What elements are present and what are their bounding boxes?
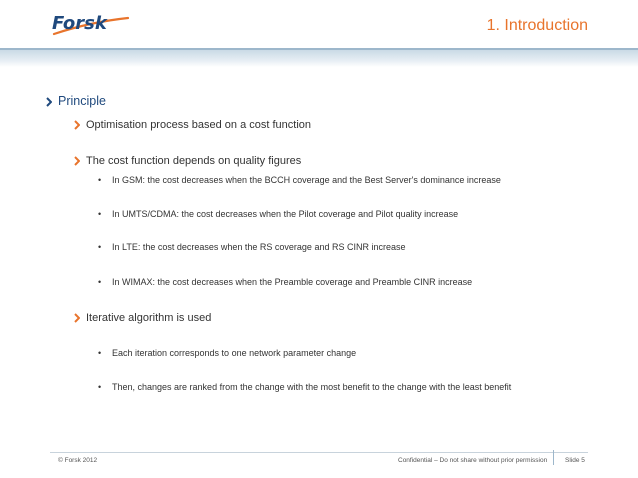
chevron-right-icon: [74, 313, 80, 323]
footer-confidential: Confidential – Do not share without prior permission: [398, 457, 548, 464]
slide-title: 1. Introduction: [486, 17, 588, 34]
bullet-item3: [74, 312, 211, 324]
footer-slide-number: Slide 5: [565, 457, 585, 464]
sub-bullet-ranking: [98, 382, 511, 392]
sub-bullet-text: In UMTS/CDMA: the cost decreases when the Pilot coverage and Pilot quality increase: [112, 209, 459, 219]
sub-bullet-text: Each iteration corresponds to one network parameter change: [112, 348, 357, 358]
bullet-dot-icon: •: [98, 348, 102, 358]
sub-bullet-iteration: [98, 348, 356, 358]
bullet-principle: [46, 94, 106, 108]
sub-bullet-text: Then, changes are ranked from the change with the most benefit to the change with the least benefit: [112, 382, 512, 392]
sub-bullet-text: In LTE: the cost decreases when the RS coverage and RS CINR increase: [112, 242, 406, 252]
bullet-item2: [74, 155, 301, 167]
sub-bullet-gsm: [98, 175, 501, 185]
logo-text: Forsk: [52, 13, 107, 34]
bullet-dot-icon: •: [98, 382, 102, 392]
bullet-dot-icon: •: [98, 242, 102, 252]
sub-bullet-umts: [98, 209, 458, 219]
footer-divider: [50, 452, 588, 453]
bullet-item1-text: Optimisation process based on a cost function: [86, 119, 312, 131]
bullet-principle-text: Principle: [58, 94, 106, 108]
sub-bullet-text: In WIMAX: the cost decreases when the Preamble coverage and Preamble CINR increase: [112, 277, 473, 287]
bullet-dot-icon: •: [98, 277, 102, 287]
bullet-dot-icon: •: [98, 209, 102, 219]
sub-bullet-wimax: [98, 277, 472, 287]
bullet-item1: [74, 119, 311, 131]
sub-bullet-text: In GSM: the cost decreases when the BCCH coverage and the Best Server's dominance increase: [112, 175, 501, 185]
bullet-dot-icon: •: [98, 175, 102, 185]
footer-separator: [553, 450, 554, 465]
bullet-item3-text: Iterative algorithm is used: [86, 312, 212, 324]
bullet-item2-text: The cost function depends on quality figures: [86, 155, 302, 167]
chevron-right-icon: [74, 120, 80, 130]
footer-copyright: © Forsk 2012: [58, 457, 98, 464]
chevron-right-icon: [46, 97, 52, 107]
chevron-right-icon: [74, 156, 80, 166]
sub-bullet-lte: [98, 242, 405, 252]
